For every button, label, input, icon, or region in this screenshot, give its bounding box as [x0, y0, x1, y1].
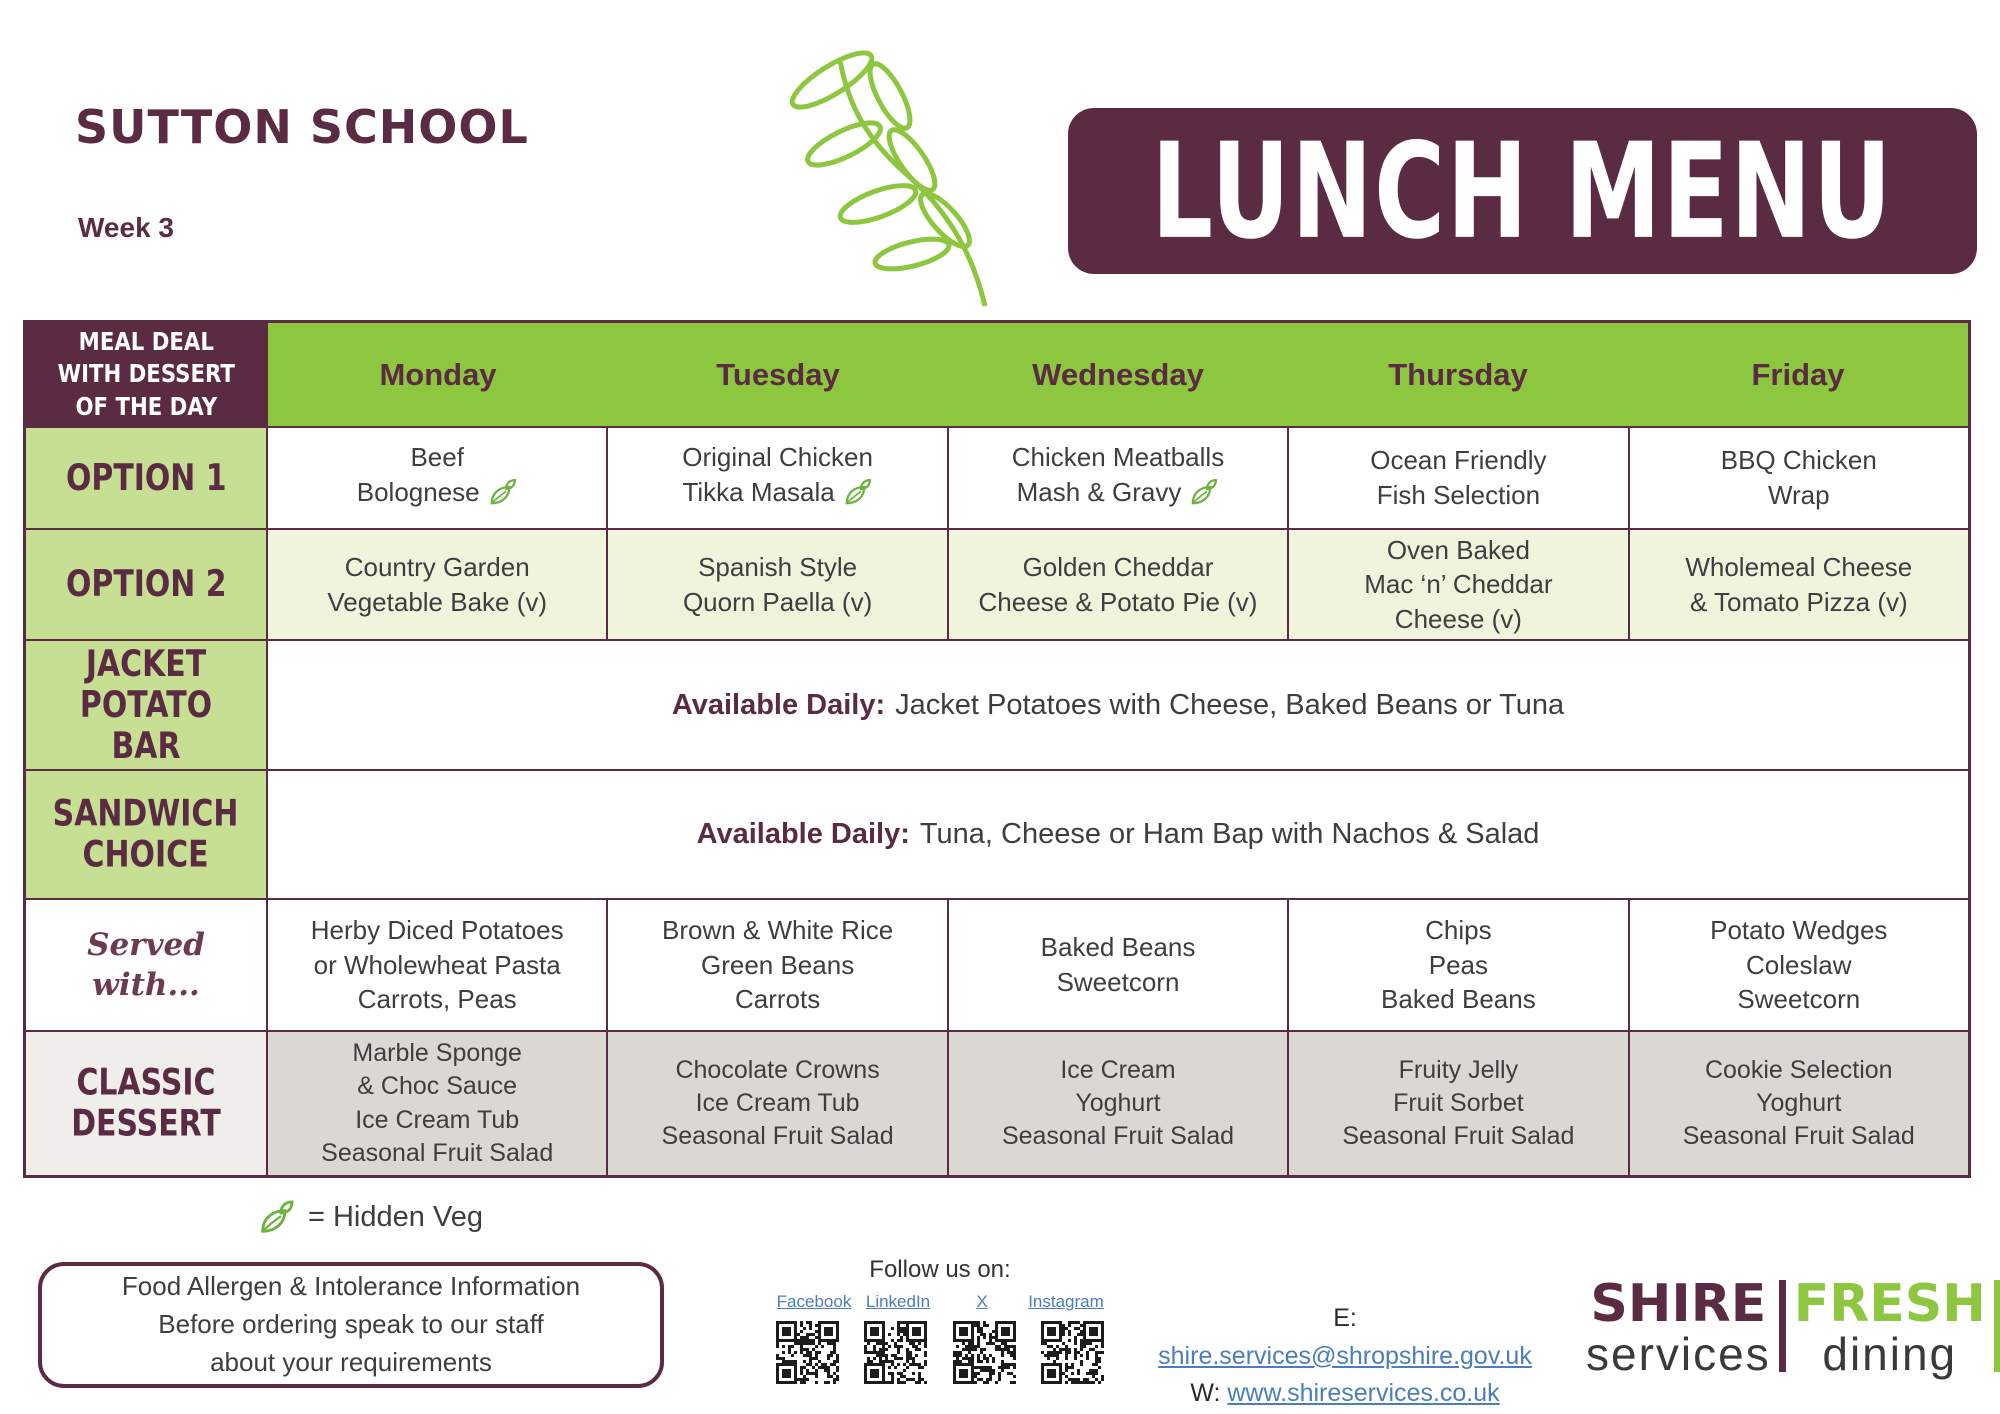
email-prefix: E: — [1333, 1304, 1357, 1332]
hidden-veg-icon-wrap — [1189, 477, 1219, 516]
hidden-veg-legend-text: = Hidden Veg — [308, 1200, 483, 1233]
hidden-veg-icon — [488, 477, 518, 507]
allergen-info-box: Food Allergen & Intolerance Information Before ordering speak to our staff about your requirements — [38, 1262, 664, 1388]
x-qr-code — [949, 1318, 1019, 1388]
day-header-tuesday: Tuesday — [716, 356, 840, 392]
menu-table — [23, 320, 1971, 1178]
served-tuesday-cell: Brown & White Rice Green Beans Carrots — [608, 900, 946, 1030]
logo-services-text: services — [1586, 1328, 1771, 1380]
hidden-veg-icon-wrap — [843, 477, 873, 516]
option1-thursday-cell: Ocean Friendly Fish Selection — [1289, 428, 1627, 528]
option1-row-label: OPTION 1 — [26, 428, 266, 528]
option1-wednesday-cell: Chicken Meatballs Mash & Gravy — [949, 428, 1287, 528]
facebook-link[interactable]: Facebook — [776, 1292, 852, 1311]
available-daily-label: Available Daily: — [696, 818, 910, 850]
served-friday-cell: Potato Wedges Coleslaw Sweetcorn — [1630, 900, 1968, 1030]
shire-services-logo — [1586, 1274, 2000, 1380]
logo-fresh-column — [1793, 1274, 1986, 1380]
day-header-wednesday: Wednesday — [1032, 356, 1204, 392]
option1-friday-cell: BBQ Chicken Wrap — [1630, 428, 1968, 528]
lunch-menu-banner — [1068, 108, 1977, 274]
email-link[interactable]: shire.services@shropshire.gov.uk — [1158, 1341, 1532, 1370]
option2-thursday-cell: Oven Baked Mac ‘n’ Cheddar Cheese (v) — [1289, 530, 1627, 639]
website-link[interactable]: www.shireservices.co.uk — [1227, 1379, 1500, 1407]
instagram-qr-code — [1038, 1318, 1108, 1388]
day-header-monday: Monday — [379, 356, 497, 392]
classic-dessert-row-label: CLASSIC DESSERT — [26, 1032, 266, 1175]
day-header-friday: Friday — [1751, 356, 1845, 392]
dessert-wednesday-cell: Ice Cream Yoghurt Seasonal Fruit Salad — [949, 1032, 1287, 1175]
linkedin-link[interactable]: LinkedIn — [865, 1292, 931, 1311]
qr-codes-row — [772, 1318, 1108, 1388]
hidden-veg-icon-wrap — [488, 477, 518, 516]
website-line — [1150, 1375, 1540, 1413]
available-daily-label: Available Daily: — [671, 688, 886, 721]
follow-us-heading: Follow us on: — [869, 1256, 1011, 1283]
hidden-veg-icon — [843, 477, 873, 507]
logo-shire-column — [1586, 1274, 1771, 1380]
contact-section — [1150, 1300, 1540, 1413]
served-wednesday-cell: Baked Beans Sweetcorn — [949, 900, 1287, 1030]
option2-monday-cell: Country Garden Vegetable Bake (v) — [268, 530, 606, 639]
web-prefix: W: — [1190, 1379, 1221, 1407]
option1-tuesday-cell: Original Chicken Tikka Masala — [608, 428, 946, 528]
option2-row-label: OPTION 2 — [26, 530, 266, 639]
days-header-row — [268, 323, 1968, 426]
leaf-branch-decoration — [740, 8, 1020, 308]
served-monday-cell: Herby Diced Potatoes or Wholewheat Pasta Carrots, Peas — [268, 900, 606, 1030]
hidden-veg-legend — [258, 1198, 483, 1236]
meal-deal-corner-cell: MEAL DEAL WITH DESSERT OF THE DAY — [26, 323, 266, 426]
hidden-veg-icon — [1189, 477, 1219, 507]
option2-wednesday-cell: Golden Cheddar Cheese & Potato Pie (v) — [949, 530, 1287, 639]
social-links-row — [772, 1292, 1108, 1312]
social-section — [772, 1256, 1108, 1388]
logo-fresh-text: FRESH — [1793, 1274, 1986, 1334]
jacket-potato-daily-cell — [268, 641, 1968, 769]
logo-green-divider — [1994, 1280, 2000, 1372]
week-label: Week 3 — [78, 212, 174, 243]
instagram-link[interactable]: Instagram — [1028, 1292, 1104, 1311]
lunch-menu-title: LUNCH MENU — [1151, 113, 1894, 269]
day-header-thursday: Thursday — [1388, 356, 1528, 392]
jacket-daily-text: Jacket Potatoes with Cheese, Baked Beans or Tuna — [895, 688, 1565, 721]
dessert-friday-cell: Cookie Selection Yoghurt Seasonal Fruit Salad — [1630, 1032, 1968, 1175]
option2-friday-cell: Wholemeal Cheese & Tomato Pizza (v) — [1630, 530, 1968, 639]
sandwich-row-label: SANDWICH CHOICE — [26, 771, 266, 898]
option2-tuesday-cell: Spanish Style Quorn Paella (v) — [608, 530, 946, 639]
logo-dining-text: dining — [1822, 1328, 1958, 1380]
logo-shire-text: SHIRE — [1590, 1274, 1767, 1334]
school-name: SUTTON SCHOOL — [75, 100, 529, 154]
email-line — [1150, 1300, 1540, 1375]
facebook-qr-code — [772, 1318, 842, 1388]
served-with-row-label: Served with... — [26, 900, 266, 1030]
sandwich-daily-text: Tuna, Cheese or Ham Bap with Nachos & Salad — [919, 818, 1540, 850]
x-link[interactable]: X — [976, 1292, 988, 1311]
served-thursday-cell: Chips Peas Baked Beans — [1289, 900, 1627, 1030]
linkedin-qr-code — [861, 1318, 931, 1388]
hidden-veg-icon — [258, 1198, 296, 1236]
dessert-thursday-cell: Fruity Jelly Fruit Sorbet Seasonal Fruit Salad — [1289, 1032, 1627, 1175]
dessert-monday-cell: Marble Sponge & Choc Sauce Ice Cream Tub Seasonal Fruit Salad — [268, 1032, 606, 1175]
jacket-potato-row-label: JACKET POTATO BAR — [26, 641, 266, 769]
logo-maroon-divider — [1779, 1280, 1786, 1372]
option1-monday-cell: Beef Bolognese — [268, 428, 606, 528]
sandwich-daily-cell — [268, 771, 1968, 898]
dessert-tuesday-cell: Chocolate Crowns Ice Cream Tub Seasonal Fruit Salad — [608, 1032, 946, 1175]
